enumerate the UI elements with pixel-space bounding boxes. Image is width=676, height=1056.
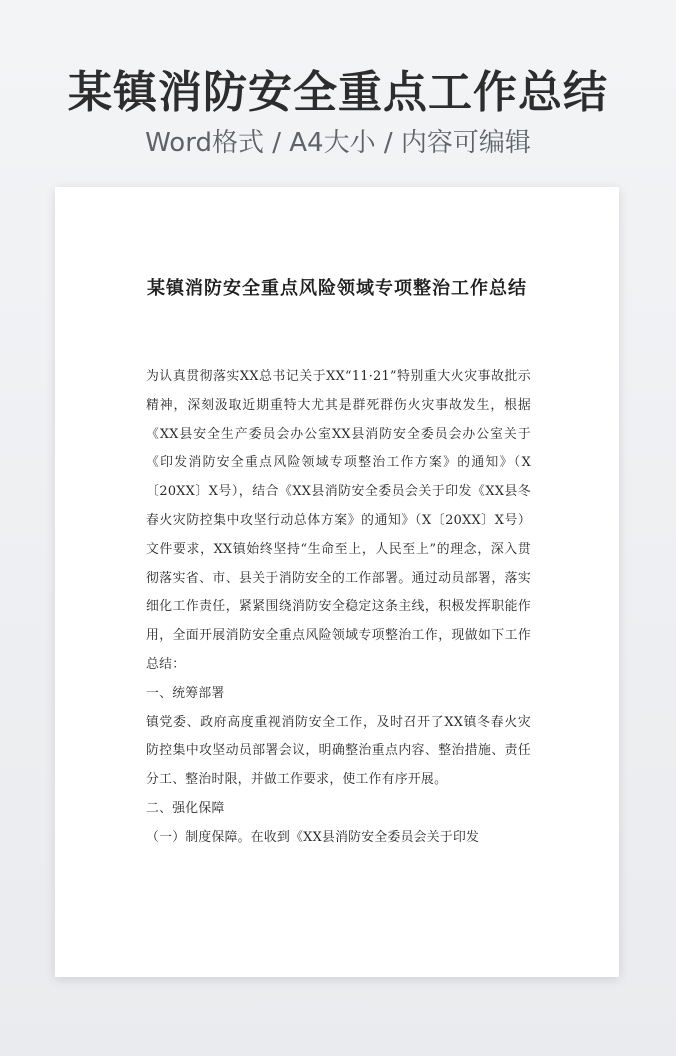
section-heading-planning: 一、统筹部署	[146, 685, 225, 701]
format-subtitle: Word格式 / A4大小 / 内容可编辑	[145, 128, 531, 158]
document-page-preview	[55, 187, 619, 977]
intro-paragraph: 为认真贯彻落实XX总书记关于XX“11·21”特别重大火灾事故批示精神，深刻汲取近期重特大尤其是群死群伤火灾事故发生，根据《XX县安全生产委员会办公室XX县消防安全委员会办公室关于《印发消防安全重点风险领域专项整治工作方案》的通知》（X〔20XX〕X号），结合《XX县消防安全委员会关于印发《XX县冬春火灾防控集中攻坚行动总体方案》的通知》（X〔20XX〕X号）文件要求，XX镇始终坚持“生命至上，人民至上”的理念，深入贯彻落实省、市、县关于消防安全的工作部署。通过动员部署，落实细化工作责任，紧紧围绕消防安全稳定这条主线，积极发挥职能作用，全面开展消防安全重点风险领域专项整治工作，现做如下工作总结：	[146, 369, 531, 672]
planning-paragraph: 镇党委、政府高度重视消防安全工作，及时召开了XX镇冬春火灾防控集中攻坚动员部署会议，明确整治重点内容、整治措施、责任分工、整治时限，并做工作要求，使工作有序开展。	[146, 714, 531, 788]
main-title: 某镇消防安全重点工作总结	[68, 67, 608, 118]
system-guarantee-paragraph: （一）制度保障。在收到《XX县消防安全委员会关于印发	[146, 829, 480, 845]
page-header	[0, 64, 676, 160]
section-heading-guarantee: 二、强化保障	[146, 800, 225, 816]
document-body	[146, 363, 531, 853]
document-title: 某镇消防安全重点风险领域专项整治工作总结	[147, 278, 527, 299]
